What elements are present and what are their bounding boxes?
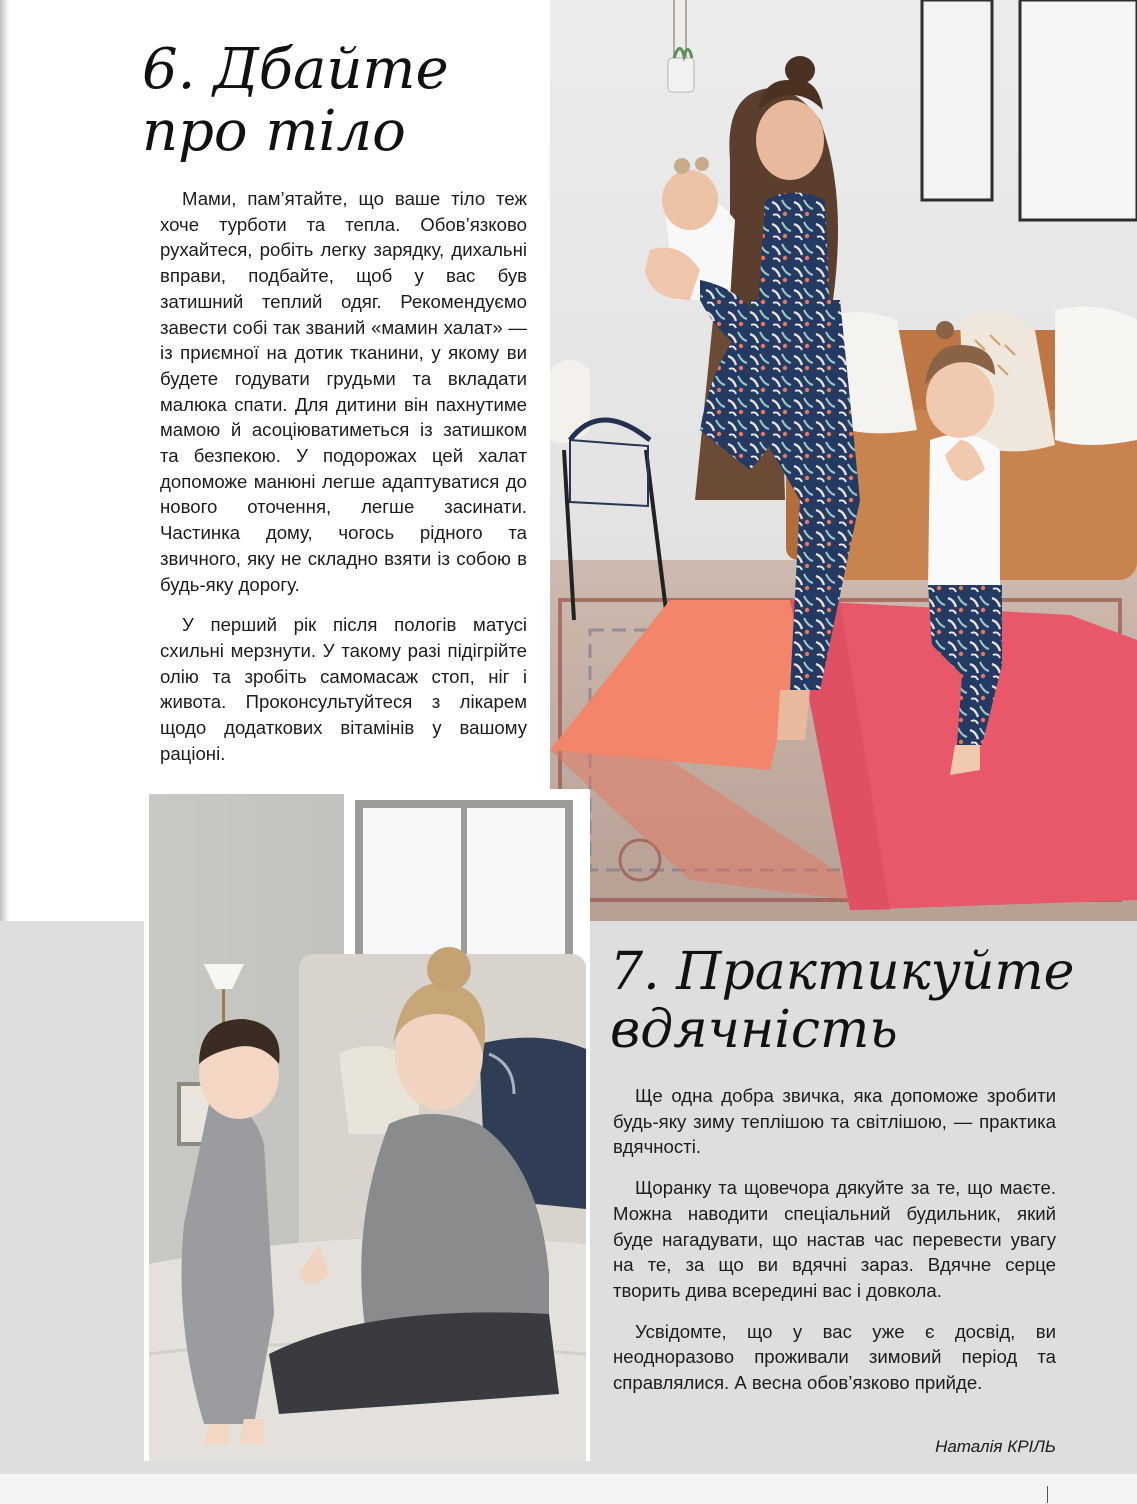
section7-paragraph-3: Усвідомте, що у вас уже є досвід, ви неодноразово проживали зимовий період та справлялися. А весна обов’язково прийде. (613, 1320, 1056, 1394)
photo-yoga-family (550, 0, 1137, 921)
section6-paragraph-1: Мами, пам’ятайте, що ваше тіло теж хоче турботи та тепла. Обов’язково рухайтеся, робіть легку зарядку, дихальні вправи, подбайте, щоб у вас був затишний теплий одяг. Рекомендуємо завести собі так званий «мамин халат» — із приємної на дотик тканини, у якому ви будете годувати грудьми та вкладати малюка спати. Для дитини він пахнутиме мамою й асоціюватиметься із затишком та безпекою. У подорожах цей халат допоможе манюні легше адаптуватися до нового оточення, легше засинати. Частинка дому, чогось рідного та звичного, яку не складно взяти із собою в будь-яку дорогу. (160, 188, 527, 595)
section7-heading (610, 942, 1075, 1060)
section7-paragraph-1: Ще одна добра звичка, яка допоможе зробити будь-яку зиму теплішою та світлішою, — практика вдячності. (613, 1085, 1056, 1158)
section7-heading-line2: вдячність (610, 1000, 898, 1060)
section7-body (613, 1083, 1056, 1411)
author-signature: Наталія КРІЛЬ (935, 1437, 1056, 1456)
section6-heading (142, 37, 449, 164)
section7-heading-line1: 7. Практикуйте (610, 942, 1075, 1002)
section6-heading-line2: про тіло (142, 99, 406, 164)
section7-paragraph-2: Щоранку та щовечора дякуйте за те, що маєте. Можна наводити спеціальний будильник, який буде нагадувати, що настав час перевести увагу на те, за що ви вдячні зараз. Вдячне серце творить дива всередині вас і довкола. (613, 1177, 1056, 1301)
page-footer (0, 1473, 1137, 1504)
footer-divider (1047, 1486, 1048, 1503)
photo-mother-baby (144, 789, 590, 1461)
section6-paragraph-2: У перший рік після пологів матусі схильні мерзнути. У такому разі підігрійте олію та зробіть самомасаж стоп, ніг і живота. Проконсультуйтеся з лікарем щодо додаткових вітамінів у вашому раціоні. (160, 614, 527, 764)
section6-heading-line1: 6. Дбайте (142, 37, 449, 102)
section6-body (160, 186, 527, 781)
